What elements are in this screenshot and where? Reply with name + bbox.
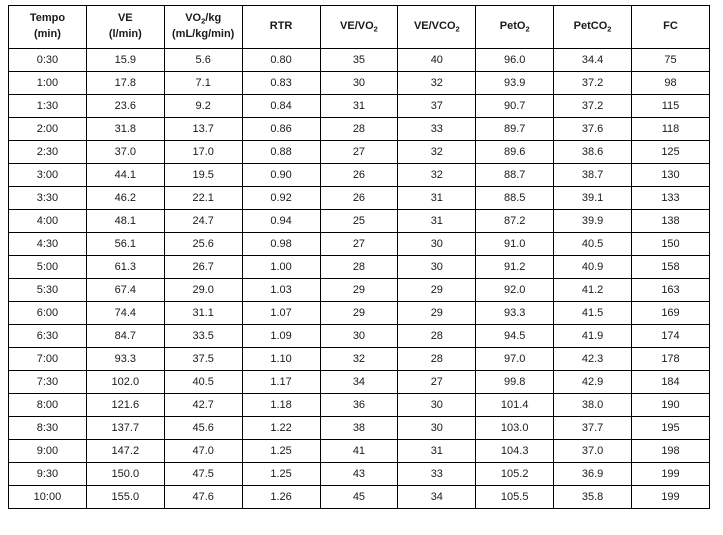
table-cell-tempo: 4:30 — [9, 233, 87, 256]
table-cell-peto2: 88.7 — [476, 164, 554, 187]
table-row — [9, 95, 710, 118]
table-row — [9, 440, 710, 463]
table-cell-peto2: 105.5 — [476, 486, 554, 509]
table-cell-ve: 93.3 — [86, 348, 164, 371]
table-row — [9, 233, 710, 256]
table-cell-tempo: 3:30 — [9, 187, 87, 210]
table-cell-vo2-kg: 42.7 — [164, 394, 242, 417]
table-header — [9, 6, 710, 49]
table-cell-ve-vco2: 31 — [398, 440, 476, 463]
table-cell-ve: 150.0 — [86, 463, 164, 486]
table-cell-ve: 84.7 — [86, 325, 164, 348]
table-cell-rtr: 1.25 — [242, 440, 320, 463]
table-cell-ve-vo2: 28 — [320, 118, 398, 141]
table-cell-ve-vo2: 28 — [320, 256, 398, 279]
table-cell-peto2: 91.0 — [476, 233, 554, 256]
table-cell-petco2: 39.9 — [554, 210, 632, 233]
table-cell-ve: 147.2 — [86, 440, 164, 463]
table-cell-vo2-kg: 19.5 — [164, 164, 242, 187]
table-cell-fc: 174 — [632, 325, 710, 348]
table-cell-fc: 138 — [632, 210, 710, 233]
table-cell-ve-vco2: 40 — [398, 49, 476, 72]
table-cell-ve-vo2: 36 — [320, 394, 398, 417]
column-header-ve-vo2 — [320, 6, 398, 49]
table-cell-peto2: 101.4 — [476, 394, 554, 417]
table-cell-rtr: 1.00 — [242, 256, 320, 279]
header-text: VO — [185, 12, 202, 25]
table-cell-ve-vco2: 31 — [398, 210, 476, 233]
table-cell-rtr: 1.18 — [242, 394, 320, 417]
table-cell-tempo: 1:00 — [9, 72, 87, 95]
table-header-row — [9, 6, 710, 49]
header-subscript: 2 — [455, 24, 460, 34]
table-cell-peto2: 89.6 — [476, 141, 554, 164]
header-text: PetCO — [573, 20, 608, 33]
table-cell-petco2: 41.2 — [554, 279, 632, 302]
table-cell-tempo: 5:00 — [9, 256, 87, 279]
table-cell-ve-vo2: 27 — [320, 141, 398, 164]
table-cell-peto2: 105.2 — [476, 463, 554, 486]
table-cell-rtr: 1.09 — [242, 325, 320, 348]
table-cell-rtr: 0.90 — [242, 164, 320, 187]
table-cell-ve-vco2: 32 — [398, 164, 476, 187]
table-cell-rtr: 0.80 — [242, 49, 320, 72]
table-cell-petco2: 38.6 — [554, 141, 632, 164]
table-cell-petco2: 40.9 — [554, 256, 632, 279]
exercise-test-data-table — [8, 5, 710, 509]
table-cell-tempo: 3:00 — [9, 164, 87, 187]
table-cell-ve-vo2: 45 — [320, 486, 398, 509]
table-cell-ve-vco2: 29 — [398, 279, 476, 302]
table-cell-tempo: 8:30 — [9, 417, 87, 440]
table-row — [9, 256, 710, 279]
table-row — [9, 417, 710, 440]
table-cell-rtr: 1.07 — [242, 302, 320, 325]
header-text: RTR — [269, 20, 293, 33]
header-text: (min) — [33, 28, 61, 40]
table-cell-fc: 199 — [632, 486, 710, 509]
column-header-fc — [632, 6, 710, 49]
table-cell-ve-vo2: 38 — [320, 417, 398, 440]
column-header-ve-vco2 — [398, 6, 476, 49]
table-cell-vo2-kg: 40.5 — [164, 371, 242, 394]
table-cell-vo2-kg: 47.5 — [164, 463, 242, 486]
table-cell-peto2: 90.7 — [476, 95, 554, 118]
table-cell-ve-vo2: 25 — [320, 210, 398, 233]
header-text: (l/min) — [108, 28, 142, 40]
table-cell-vo2-kg: 26.7 — [164, 256, 242, 279]
table-row — [9, 210, 710, 233]
table-row — [9, 279, 710, 302]
header-subscript: 2 — [201, 16, 206, 26]
table-cell-peto2: 91.2 — [476, 256, 554, 279]
table-cell-petco2: 34.4 — [554, 49, 632, 72]
table-cell-ve-vco2: 28 — [398, 348, 476, 371]
table-cell-ve: 23.6 — [86, 95, 164, 118]
table-cell-peto2: 92.0 — [476, 279, 554, 302]
table-cell-ve-vco2: 27 — [398, 371, 476, 394]
table-row — [9, 49, 710, 72]
table-cell-vo2-kg: 25.6 — [164, 233, 242, 256]
table-cell-ve-vco2: 30 — [398, 417, 476, 440]
header-text: PetO — [499, 20, 526, 33]
table-cell-ve-vco2: 32 — [398, 141, 476, 164]
column-header-peto2 — [476, 6, 554, 49]
table-cell-fc: 198 — [632, 440, 710, 463]
table-cell-tempo: 5:30 — [9, 279, 87, 302]
table-cell-ve: 102.0 — [86, 371, 164, 394]
table-cell-tempo: 6:00 — [9, 302, 87, 325]
table-cell-peto2: 96.0 — [476, 49, 554, 72]
table-cell-fc: 150 — [632, 233, 710, 256]
header-text: (mL/kg/min) — [172, 28, 235, 40]
table-row — [9, 325, 710, 348]
table-cell-vo2-kg: 24.7 — [164, 210, 242, 233]
table-cell-vo2-kg: 13.7 — [164, 118, 242, 141]
table-cell-ve: 155.0 — [86, 486, 164, 509]
header-text: Tempo — [29, 12, 66, 25]
table-cell-ve-vco2: 30 — [398, 394, 476, 417]
table-cell-rtr: 0.84 — [242, 95, 320, 118]
table-cell-rtr: 0.86 — [242, 118, 320, 141]
table-cell-vo2-kg: 37.5 — [164, 348, 242, 371]
table-cell-petco2: 41.5 — [554, 302, 632, 325]
table-cell-peto2: 94.5 — [476, 325, 554, 348]
header-text: VE — [117, 12, 133, 25]
table-cell-peto2: 99.8 — [476, 371, 554, 394]
table-cell-tempo: 2:30 — [9, 141, 87, 164]
table-body — [9, 49, 710, 509]
table-row — [9, 187, 710, 210]
table-cell-ve: 61.3 — [86, 256, 164, 279]
table-cell-ve-vo2: 26 — [320, 164, 398, 187]
table-cell-petco2: 35.8 — [554, 486, 632, 509]
table-cell-peto2: 93.3 — [476, 302, 554, 325]
header-text: VE/VO — [340, 20, 374, 33]
table-cell-ve-vo2: 30 — [320, 325, 398, 348]
table-cell-petco2: 36.9 — [554, 463, 632, 486]
table-cell-fc: 75 — [632, 49, 710, 72]
table-cell-tempo: 4:00 — [9, 210, 87, 233]
table-row — [9, 72, 710, 95]
table-cell-fc: 169 — [632, 302, 710, 325]
header-text: VE/VCO — [413, 20, 456, 33]
table-row — [9, 394, 710, 417]
table-cell-ve-vco2: 34 — [398, 486, 476, 509]
table-row — [9, 118, 710, 141]
table-row — [9, 486, 710, 509]
table-cell-ve-vco2: 29 — [398, 302, 476, 325]
table-cell-ve-vo2: 30 — [320, 72, 398, 95]
table-cell-ve: 37.0 — [86, 141, 164, 164]
table-cell-ve: 31.8 — [86, 118, 164, 141]
table-row — [9, 302, 710, 325]
table-cell-vo2-kg: 29.0 — [164, 279, 242, 302]
table-cell-ve-vco2: 31 — [398, 187, 476, 210]
table-cell-petco2: 42.3 — [554, 348, 632, 371]
table-cell-petco2: 37.6 — [554, 118, 632, 141]
table-cell-petco2: 37.0 — [554, 440, 632, 463]
table-cell-vo2-kg: 31.1 — [164, 302, 242, 325]
table-cell-tempo: 0:30 — [9, 49, 87, 72]
table-cell-ve-vco2: 28 — [398, 325, 476, 348]
table-cell-ve-vco2: 30 — [398, 233, 476, 256]
table-cell-ve-vco2: 30 — [398, 256, 476, 279]
table-cell-ve: 48.1 — [86, 210, 164, 233]
header-subscript: 2 — [607, 24, 612, 34]
table-cell-ve: 74.4 — [86, 302, 164, 325]
table-cell-ve: 44.1 — [86, 164, 164, 187]
table-row — [9, 463, 710, 486]
table-cell-ve: 137.7 — [86, 417, 164, 440]
table-cell-vo2-kg: 17.0 — [164, 141, 242, 164]
table-cell-ve: 56.1 — [86, 233, 164, 256]
table-cell-rtr: 0.83 — [242, 72, 320, 95]
table-cell-petco2: 41.9 — [554, 325, 632, 348]
table-cell-fc: 118 — [632, 118, 710, 141]
table-cell-ve-vo2: 35 — [320, 49, 398, 72]
table-row — [9, 348, 710, 371]
table-cell-peto2: 87.2 — [476, 210, 554, 233]
table-cell-tempo: 1:30 — [9, 95, 87, 118]
table-row — [9, 141, 710, 164]
table-cell-ve-vo2: 43 — [320, 463, 398, 486]
table-cell-petco2: 37.2 — [554, 72, 632, 95]
table-cell-vo2-kg: 47.6 — [164, 486, 242, 509]
table-cell-fc: 190 — [632, 394, 710, 417]
table-cell-ve-vo2: 27 — [320, 233, 398, 256]
table-cell-peto2: 97.0 — [476, 348, 554, 371]
table-cell-tempo: 7:00 — [9, 348, 87, 371]
table-row — [9, 371, 710, 394]
table-cell-fc: 133 — [632, 187, 710, 210]
table-cell-petco2: 37.2 — [554, 95, 632, 118]
table-cell-vo2-kg: 5.6 — [164, 49, 242, 72]
table-cell-peto2: 103.0 — [476, 417, 554, 440]
table-cell-tempo: 10:00 — [9, 486, 87, 509]
table-cell-fc: 163 — [632, 279, 710, 302]
table-cell-rtr: 1.22 — [242, 417, 320, 440]
table-cell-petco2: 37.7 — [554, 417, 632, 440]
table-cell-peto2: 89.7 — [476, 118, 554, 141]
table-cell-fc: 184 — [632, 371, 710, 394]
header-subscript: 2 — [525, 24, 530, 34]
table-cell-fc: 98 — [632, 72, 710, 95]
table-cell-peto2: 88.5 — [476, 187, 554, 210]
table-cell-tempo: 6:30 — [9, 325, 87, 348]
table-cell-ve-vo2: 29 — [320, 302, 398, 325]
table-cell-rtr: 1.26 — [242, 486, 320, 509]
table-cell-petco2: 39.1 — [554, 187, 632, 210]
table-cell-rtr: 0.98 — [242, 233, 320, 256]
table-cell-vo2-kg: 33.5 — [164, 325, 242, 348]
table-cell-tempo: 8:00 — [9, 394, 87, 417]
table-cell-ve-vo2: 41 — [320, 440, 398, 463]
table-cell-petco2: 38.7 — [554, 164, 632, 187]
table-cell-ve: 15.9 — [86, 49, 164, 72]
table-cell-ve-vo2: 26 — [320, 187, 398, 210]
table-cell-tempo: 9:30 — [9, 463, 87, 486]
table-cell-tempo: 9:00 — [9, 440, 87, 463]
table-cell-rtr: 1.25 — [242, 463, 320, 486]
header-text: /kg — [205, 12, 222, 25]
table-cell-ve-vo2: 31 — [320, 95, 398, 118]
table-cell-ve-vco2: 33 — [398, 118, 476, 141]
table-cell-petco2: 38.0 — [554, 394, 632, 417]
table-cell-fc: 125 — [632, 141, 710, 164]
exercise-test-table-container — [8, 5, 710, 509]
table-cell-ve-vo2: 29 — [320, 279, 398, 302]
column-header-vo2-kg — [164, 6, 242, 49]
table-cell-peto2: 93.9 — [476, 72, 554, 95]
table-cell-rtr: 1.10 — [242, 348, 320, 371]
table-cell-vo2-kg: 7.1 — [164, 72, 242, 95]
table-cell-fc: 158 — [632, 256, 710, 279]
table-cell-vo2-kg: 22.1 — [164, 187, 242, 210]
table-cell-rtr: 0.94 — [242, 210, 320, 233]
table-cell-rtr: 1.17 — [242, 371, 320, 394]
table-cell-petco2: 42.9 — [554, 371, 632, 394]
table-cell-fc: 195 — [632, 417, 710, 440]
table-cell-rtr: 0.92 — [242, 187, 320, 210]
table-cell-ve-vco2: 37 — [398, 95, 476, 118]
table-cell-ve: 121.6 — [86, 394, 164, 417]
table-cell-vo2-kg: 9.2 — [164, 95, 242, 118]
table-cell-ve-vco2: 32 — [398, 72, 476, 95]
table-row — [9, 164, 710, 187]
header-text: FC — [663, 20, 678, 33]
table-cell-peto2: 104.3 — [476, 440, 554, 463]
header-subscript: 2 — [373, 24, 378, 34]
table-cell-fc: 115 — [632, 95, 710, 118]
table-cell-rtr: 1.03 — [242, 279, 320, 302]
table-cell-ve: 17.8 — [86, 72, 164, 95]
column-header-petco2 — [554, 6, 632, 49]
table-cell-vo2-kg: 47.0 — [164, 440, 242, 463]
column-header-ve — [86, 6, 164, 49]
table-cell-petco2: 40.5 — [554, 233, 632, 256]
table-cell-ve-vco2: 33 — [398, 463, 476, 486]
table-cell-ve-vo2: 32 — [320, 348, 398, 371]
table-cell-ve-vo2: 34 — [320, 371, 398, 394]
table-cell-tempo: 2:00 — [9, 118, 87, 141]
table-cell-fc: 130 — [632, 164, 710, 187]
table-cell-fc: 199 — [632, 463, 710, 486]
table-cell-rtr: 0.88 — [242, 141, 320, 164]
column-header-rtr — [242, 6, 320, 49]
table-cell-ve: 67.4 — [86, 279, 164, 302]
table-cell-vo2-kg: 45.6 — [164, 417, 242, 440]
table-cell-ve: 46.2 — [86, 187, 164, 210]
column-header-tempo — [9, 6, 87, 49]
table-cell-fc: 178 — [632, 348, 710, 371]
table-cell-tempo: 7:30 — [9, 371, 87, 394]
